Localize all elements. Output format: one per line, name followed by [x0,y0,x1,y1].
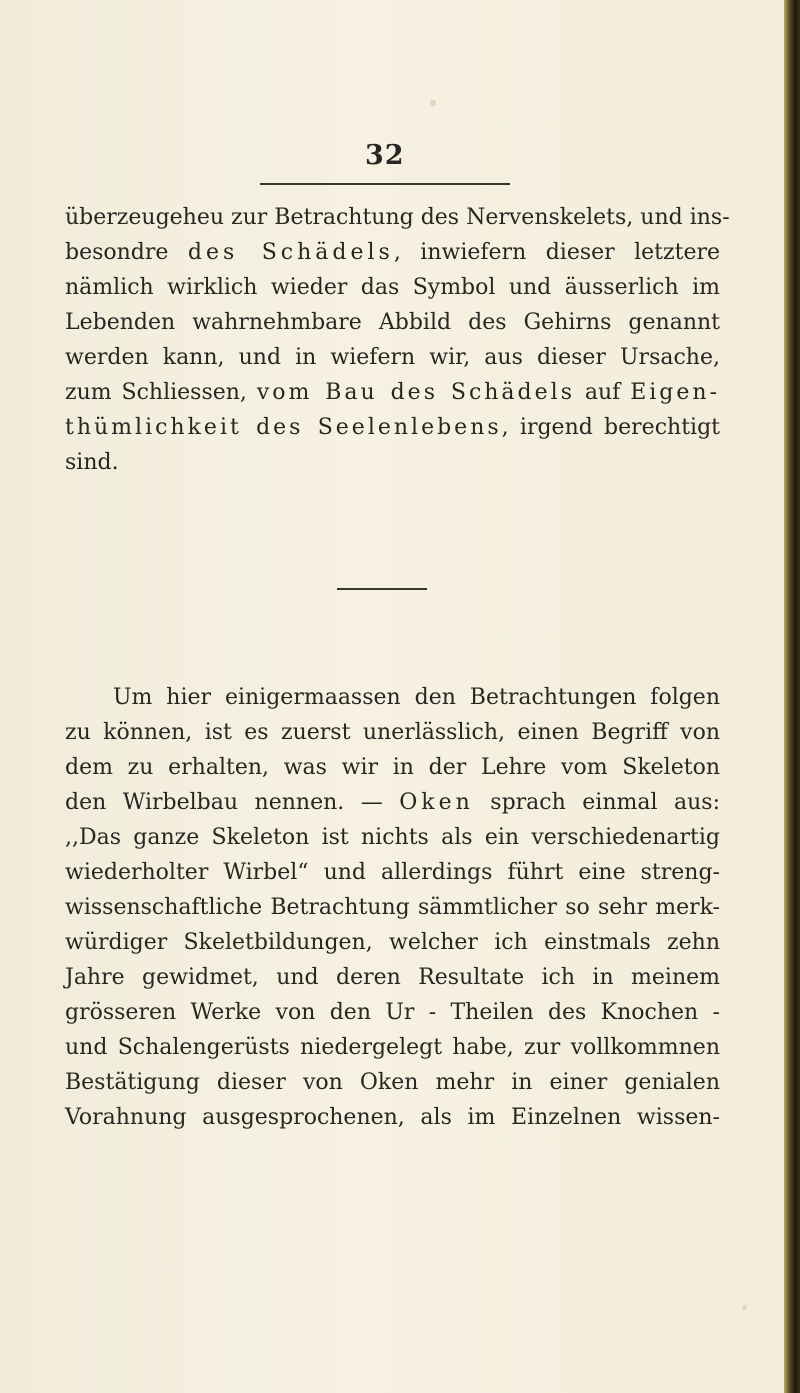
text-line: nämlich wirklich wieder das Symbol und äusserlich im [65,275,720,300]
section-divider [337,588,427,590]
text-line: werden kann, und in wiefern wir, aus dieser Ursache, [65,345,720,370]
text-line: dem zu erhalten, was wir in der Lehre vom Skeleton [65,755,720,780]
text-line: Lebenden wahrnehmbare Abbild des Gehirns genannt [65,310,720,335]
text-line: zu können, ist es zuerst unerlässlich, einen Begriff von [65,720,720,745]
text-line: sind. [65,450,119,475]
text-line: Um hier einigermaassen den Betrachtungen folgen [113,685,720,710]
text-line: besondre des Schädels, inwiefern dieser letztere [65,240,721,265]
text-line: wiederholter Wirbel“ und allerdings führt eine streng- [65,860,720,885]
header-rule [260,183,510,185]
text-line: grösseren Werke von den Ur - Theilen des Knochen - [65,1000,720,1025]
paragraph-2 [65,680,720,1135]
paper-spot [742,1305,747,1310]
text-line: wissenschaftliche Betrachtung sämmtlicher so sehr merk- [65,895,720,920]
text-line: zum Schliessen, vom Bau des Schädels auf Eigen- [65,380,721,405]
text-line: Vorahnung ausgesprochenen, als im Einzelnen wissen- [65,1105,720,1130]
text-line: Bestätigung dieser von Oken mehr in einer genialen [65,1070,720,1095]
text-line: Jahre gewidmet, und deren Resultate ich in meinem [65,965,720,990]
text-line: überzeugeheu zur Betrachtung des Nervenskelets, und ins- [65,205,730,230]
text-line: ,,Das ganze Skeleton ist nichts als ein verschiedenartig [65,825,720,850]
text-line: thümlichkeit des Seelenlebens, irgend berechtigt [65,415,720,440]
text-line: und Schalengerüsts niedergelegt habe, zur vollkommnen [65,1035,720,1060]
text-line: den Wirbelbau nennen. — Oken sprach einmal aus: [65,790,720,815]
paragraph-1 [65,200,730,480]
text-line: würdiger Skeletbildungen, welcher ich einstmals zehn [65,930,720,955]
book-spine-edge [784,0,800,1393]
paper-spot [430,100,436,106]
page-number: 32 [365,140,405,171]
